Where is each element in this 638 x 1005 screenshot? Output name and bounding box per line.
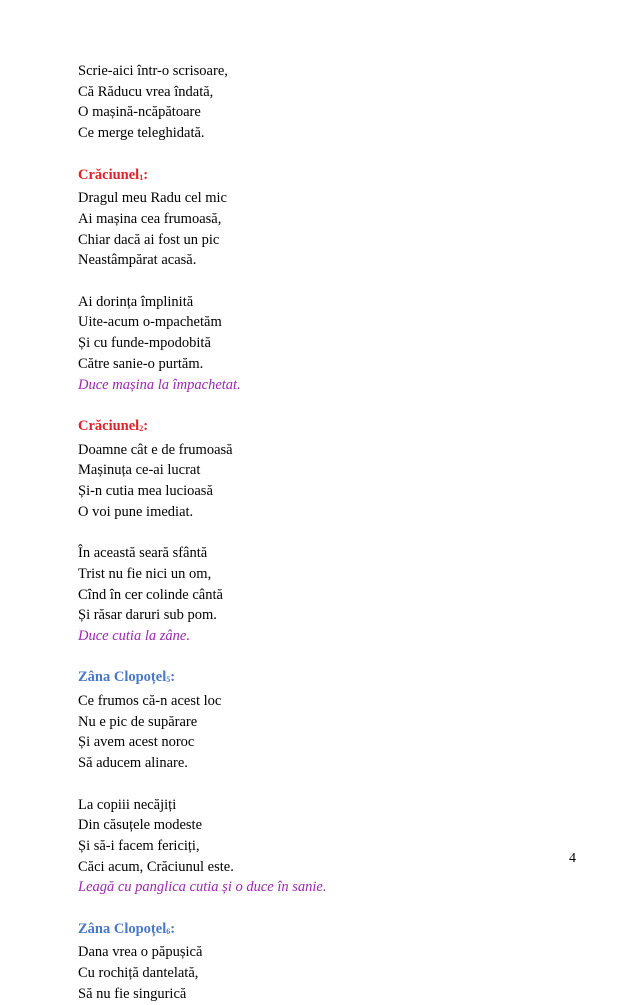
verse-line: Să nu fie singurică	[78, 985, 187, 1002]
verse-line: Ai dorința împlinită	[78, 293, 194, 310]
verse-line: La copiii necăjiți	[78, 796, 177, 813]
verse-line: Chiar dacă ai fost un pic	[78, 231, 220, 248]
speaker-label: Zâna Clopoțel$_5$:	[78, 669, 176, 686]
stanza	[78, 292, 578, 396]
verse-line: Din căsuțele modeste	[78, 817, 203, 834]
verse-line: Ce frumos că-n acest loc	[78, 693, 222, 710]
verse-line: O mașină-ncăpătoare	[78, 104, 201, 121]
verse-line: Ce merge teleghidată.	[78, 125, 205, 142]
stage-direction: Leagă cu panglica cutia și o duce în sanie.	[78, 879, 327, 896]
speaker-label: Crăciunel$_1$:	[78, 166, 149, 183]
speaker-label: Zâna Clopoțel$_6$:	[78, 920, 176, 937]
verse-line: Doamne cât e de frumoasă	[78, 441, 233, 458]
stage-direction: Duce cutia la zâne.	[78, 627, 190, 644]
verse-line: Neastâmpărat acasă.	[78, 252, 197, 269]
stanza	[78, 165, 578, 272]
stage-direction: Duce mașina la împachetat.	[78, 376, 241, 393]
verse-line: Că Răducu vrea îndată,	[78, 83, 214, 100]
verse-line: Ai mașina cea frumoasă,	[78, 210, 222, 227]
verse-line: Să aducem alinare.	[78, 755, 188, 772]
stanza	[78, 667, 578, 774]
verse-line: Căci acum, Crăciunul este.	[78, 858, 234, 875]
verse-line: Uite-acum o-mpachetăm	[78, 314, 222, 331]
poem-body	[78, 61, 578, 1005]
stanza	[78, 919, 578, 1005]
stanza	[78, 416, 578, 523]
verse-line: Către sanie-o purtăm.	[78, 355, 204, 372]
verse-line: O voi pune imediat.	[78, 503, 194, 520]
verse-line: Cu rochiță dantelată,	[78, 965, 199, 982]
verse-line: Trist nu fie nici un om,	[78, 565, 212, 582]
verse-line: Scrie-aici într-o scrisoare,	[78, 63, 228, 79]
verse-line: Și-n cutia mea lucioasă	[78, 483, 213, 500]
page-number: 4	[569, 851, 576, 866]
stanza	[78, 543, 578, 647]
verse-line: Cînd în cer colinde cântă	[78, 586, 223, 603]
stanza	[78, 795, 578, 899]
verse-line: Și cu funde-mpodobită	[78, 335, 211, 352]
verse-line: Nu e pic de supărare	[78, 713, 198, 730]
verse-line: Și avem acest noroc	[78, 734, 195, 751]
verse-line: Dana vrea o păpușică	[78, 944, 203, 961]
verse-line: Și să-i facem fericiți,	[78, 837, 200, 854]
stanza	[78, 61, 578, 144]
verse-line: În această seară sfântă	[78, 545, 208, 562]
verse-line: Dragul meu Radu cel mic	[78, 190, 227, 207]
verse-line: Și răsar daruri sub pom.	[78, 607, 217, 624]
verse-line: Mașinuța ce-ai lucrat	[78, 462, 201, 479]
speaker-label: Crăciunel$_2$:	[78, 417, 149, 434]
